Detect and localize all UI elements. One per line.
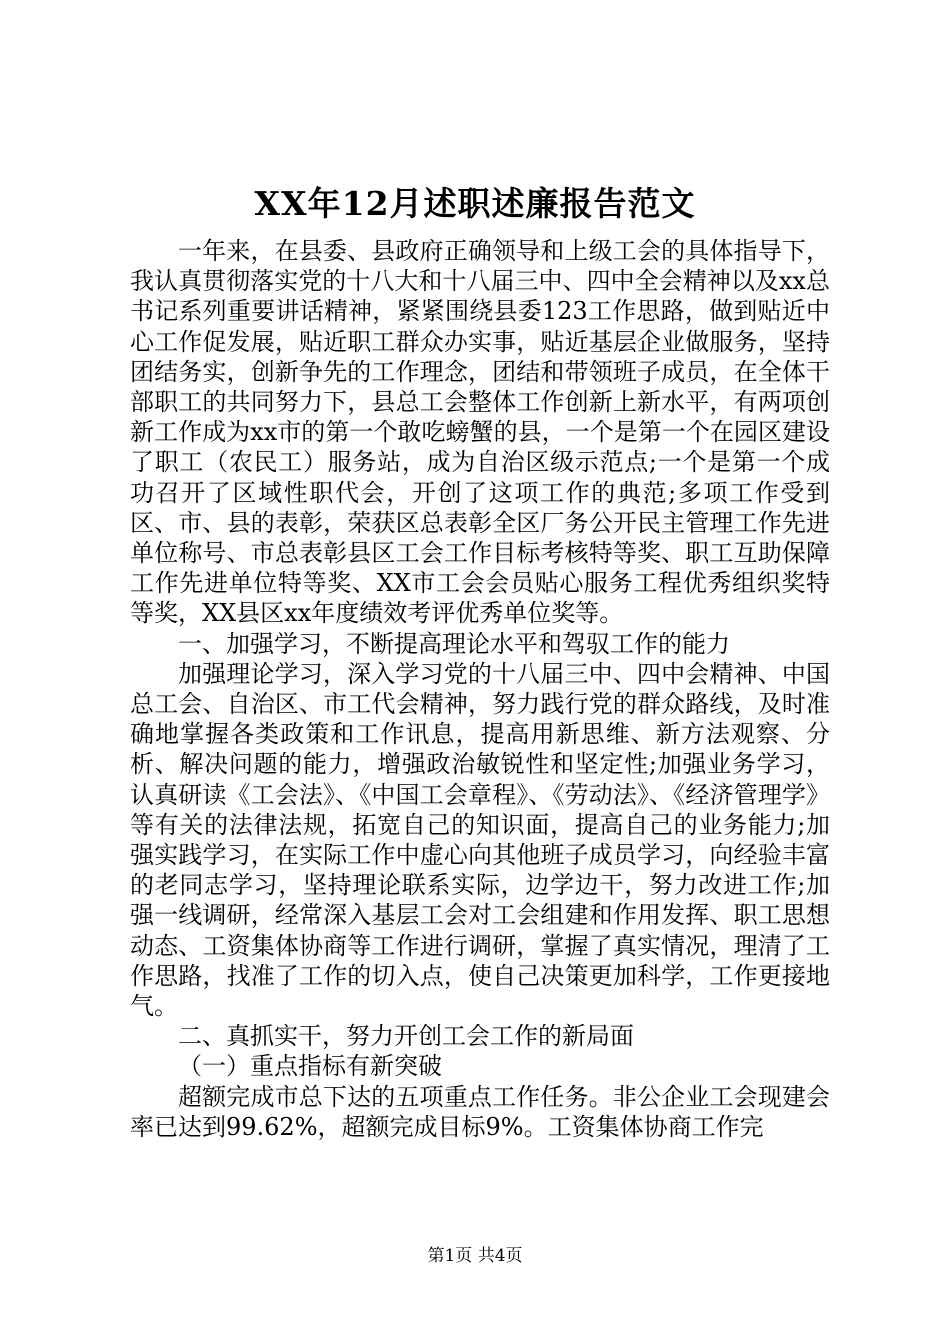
document-body: [130, 236, 830, 1142]
document-title: XX年12月述职述廉报告范文: [254, 184, 696, 223]
subsection-1-heading: （一）重点指标有新突破: [178, 1052, 442, 1081]
section-1-paragraph: 加强理论学习，深入学习党的十八届三中、四中会精神、中国总工会、自治区、市工代会精神，努力践行党的群众路线，及时准确地掌握各类政策和工作讯息，提高用新思维、新方法观察、分析、解决问题的能力，增强政治敏锐性和坚定性;加强业务学习，认真研读《工会法》、《中国工会章程》、《劳动法》、《经济管理学》等有关的法律法规，拓宽自己的知识面，提高自己的业务能力;加强实践学习，在实际工作中虚心向其他班子成员学习，向经验丰富的老同志学习，坚持理论联系实际，边学边干，努力改进工作;加强一线调研，经常深入基层工会对工会组建和作用发挥、职工思想动态、工资集体协商等工作进行调研，掌握了真实情况，理清了工作思路，找准了工作的切入点，使自己决策更加科学，工作更接地气。: [130, 659, 830, 1021]
subsection-1-paragraph: 超额完成市总下达的五项重点工作任务。非公企业工会现建会率已达到99.62%，超额完成目标9%。工资集体协商工作完: [130, 1082, 830, 1141]
section-2-heading: 二、真抓实干，努力开创工会工作的新局面: [178, 1022, 634, 1051]
section-1-heading: 一、加强学习，不断提高理论水平和驾驭工作的能力: [178, 629, 730, 658]
intro-paragraph: 一年来，在县委、县政府正确领导和上级工会的具体指导下，我认真贯彻落实党的十八大和十八届三中、四中全会精神以及xx总书记系列重要讲话精神，紧紧围绕县委123工作思路，做到贴近中心工作促发展，贴近职工群众办实事，贴近基层企业做服务，坚持团结务实，创新争先的工作理念，团结和带领班子成员，在全体干部职工的共同努力下，县总工会整体工作创新上新水平，有两项创新工作成为xx市的第一个敢吃螃蟹的县，一个是第一个在园区建设了职工（农民工）服务站，成为自治区级示范点;一个是第一个成功召开了区域性职代会，开创了这项工作的典范;多项工作受到区、市、县的表彰，荣获区总表彰全区厂务公开民主管理工作先进单位称号、市总表彰县区工会工作目标考核特等奖、职工互助保障工作先进单位特等奖、XX市工会会员贴心服务工程优秀组织奖特等奖，XX县区xx年度绩效考评优秀单位奖等。: [130, 237, 830, 628]
page-footer: 第1页 共4页: [427, 1246, 523, 1266]
